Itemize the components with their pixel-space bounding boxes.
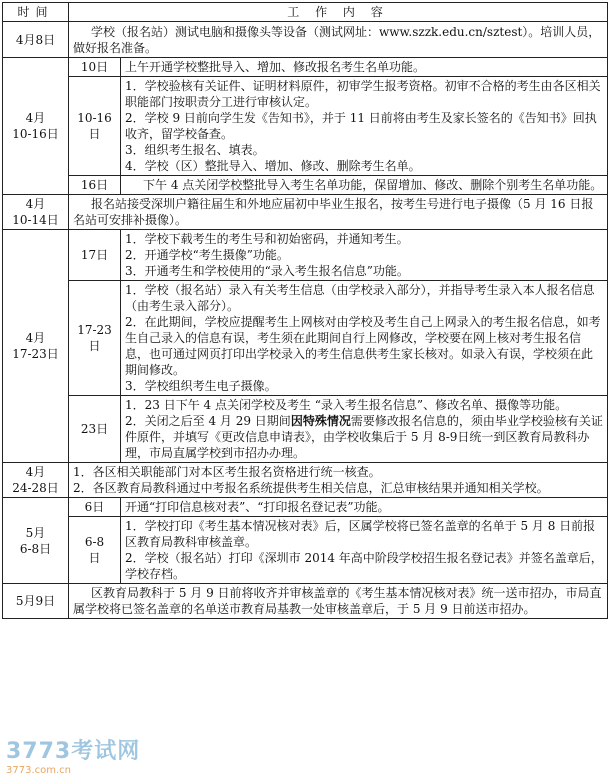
row-text: 学校（报名站）测试电脑和摄像头等设备（测试网址：www.szzk.edu.cn/sztest）。培训人员，做好报名准备。 bbox=[69, 22, 608, 58]
row-subdate: 17-23 日 bbox=[69, 281, 121, 396]
list-item: 3．开通考生和学校使用的“录入考生报名信息”功能。 bbox=[125, 264, 409, 278]
row-text: 上午开通学校整批导入、增加、修改报名考生名单功能。 bbox=[121, 58, 608, 77]
row-list bbox=[121, 77, 608, 176]
list-item: 4．学校（区）整批导入、增加、修改、删除考生名单。 bbox=[125, 159, 421, 173]
watermark-url: 3773.com.cn bbox=[6, 765, 71, 776]
row-list bbox=[121, 517, 608, 584]
list-item: 1．23 日下午 4 点关闭学校及考生 “录入考生报名信息”、修改名单、摄像等功能。 bbox=[125, 398, 568, 412]
table-row bbox=[3, 517, 608, 584]
schedule-table bbox=[2, 2, 608, 619]
list-item: 2．各区教育局教科通过中考报名系统提供考生相关信息，汇总审核结果并通知相关学校。 bbox=[73, 481, 549, 495]
table-row bbox=[3, 584, 608, 619]
list-item bbox=[125, 413, 603, 461]
row-date: 4月 10-16日 bbox=[3, 58, 69, 195]
list-item: 2．学校 9 日前向学生发《告知书》，并于 11 日前将由考生及家长签名的《告知书》回执收齐，留学校备查。 bbox=[125, 111, 597, 141]
row-date: 5月9日 bbox=[3, 584, 69, 619]
list-item-text: 2．关闭之后至 4 月 29 日期间 bbox=[125, 414, 291, 428]
row-list bbox=[121, 281, 608, 396]
row-text: 开通“打印信息核对表”、“打印报名登记表”功能。 bbox=[121, 498, 608, 517]
row-text: 报名站接受深圳户籍往届生和外地应届初中毕业生报名，按考生号进行电子摄像（5 月 16 日报名站可安排补摄像）。 bbox=[69, 195, 608, 230]
table-row bbox=[3, 230, 608, 281]
table-row bbox=[3, 498, 608, 517]
table-row bbox=[3, 22, 608, 58]
row-date: 5月 6-8日 bbox=[3, 498, 69, 584]
row-date: 4月 17-23日 bbox=[3, 230, 69, 463]
list-item-text: 需要修改报名信息的，须由毕业学校验核有关证件原件，并填写《更改信息申请表》，由学校收集后于 5 月 8-9日统一到区教育局教科办理，市局直属学校到市招办办理。 bbox=[125, 414, 603, 460]
row-subdate: 17日 bbox=[69, 230, 121, 281]
list-item: 3．组织考生报名、填表。 bbox=[125, 143, 265, 157]
list-item: 1．学校打印《考生基本情况核对表》后，区属学校将已签名盖章的名单于 5 月 8 日前报区教育局教科审核盖章。 bbox=[125, 519, 596, 549]
list-item: 1．各区相关职能部门对本区考生报名资格进行统一核查。 bbox=[73, 465, 381, 479]
table-row bbox=[3, 195, 608, 230]
table-row bbox=[3, 176, 608, 195]
row-date: 4月8日 bbox=[3, 22, 69, 58]
list-item: 1．学校验核有关证件、证明材料原件，初审学生报考资格。初审不合格的考生由各区相关职能部门按职责分工进行审核认定。 bbox=[125, 79, 601, 109]
row-date: 4月 24-28日 bbox=[3, 463, 69, 498]
row-subdate: 10-16 日 bbox=[69, 77, 121, 176]
watermark-title: 3773考试网 bbox=[6, 739, 141, 764]
emphasis-text: 因特殊情况 bbox=[290, 414, 351, 428]
watermark-logo bbox=[6, 734, 166, 774]
row-subdate: 6-8 日 bbox=[69, 517, 121, 584]
row-list bbox=[121, 396, 608, 463]
list-item: 1．学校下载考生的考生号和初始密码，并通知考生。 bbox=[125, 232, 409, 246]
list-item: 2．学校（报名站）打印《深圳市 2014 年高中阶段学校招生报名登记表》并签名盖章后，学校存档。 bbox=[125, 551, 603, 581]
table-row bbox=[3, 58, 608, 77]
table-row bbox=[3, 77, 608, 176]
row-list bbox=[121, 230, 608, 281]
header-time: 时间 bbox=[3, 3, 69, 22]
row-subdate: 10日 bbox=[69, 58, 121, 77]
list-item: 2．开通学校“考生摄像”功能。 bbox=[125, 248, 289, 262]
row-list bbox=[69, 463, 608, 498]
header-content: 工 作 内 容 bbox=[69, 3, 608, 22]
row-subdate: 6日 bbox=[69, 498, 121, 517]
list-item: 3．学校组织考生电子摄像。 bbox=[125, 379, 277, 393]
row-subdate: 16日 bbox=[69, 176, 121, 195]
table-row bbox=[3, 463, 608, 498]
table-row bbox=[3, 396, 608, 463]
list-item: 2．在此期间，学校应提醒考生上网核对由学校及考生自己上网录入的考生报名信息，如考生自己录入的信息有误，考生须在此期间自行上网修改，学校要在网上核对考生报名信息，也可通过网页打印出学校录入的考生信息供考生家长核对。如录入有误，学校须在此期间修改。 bbox=[125, 315, 601, 377]
row-text: 下午 4 点关闭学校整批导入考生名单功能，保留增加、修改、删除个别考生名单功能。 bbox=[121, 176, 608, 195]
row-subdate: 23日 bbox=[69, 396, 121, 463]
table-header-row bbox=[3, 3, 608, 22]
list-item: 1．学校（报名站）录入有关考生信息（由学校录入部分），并指导考生录入本人报名信息（由考生录入部分）。 bbox=[125, 283, 595, 313]
row-text: 区教育局教科于 5 月 9 日前将收齐并审核盖章的《考生基本情况核对表》统一送市招办，市局直属学校将已签名盖章的名单送市教育局基教一处审核盖章后，于 5 月 9 日前送市招办。 bbox=[69, 584, 608, 619]
row-date: 4月 10-14日 bbox=[3, 195, 69, 230]
table-row bbox=[3, 281, 608, 396]
